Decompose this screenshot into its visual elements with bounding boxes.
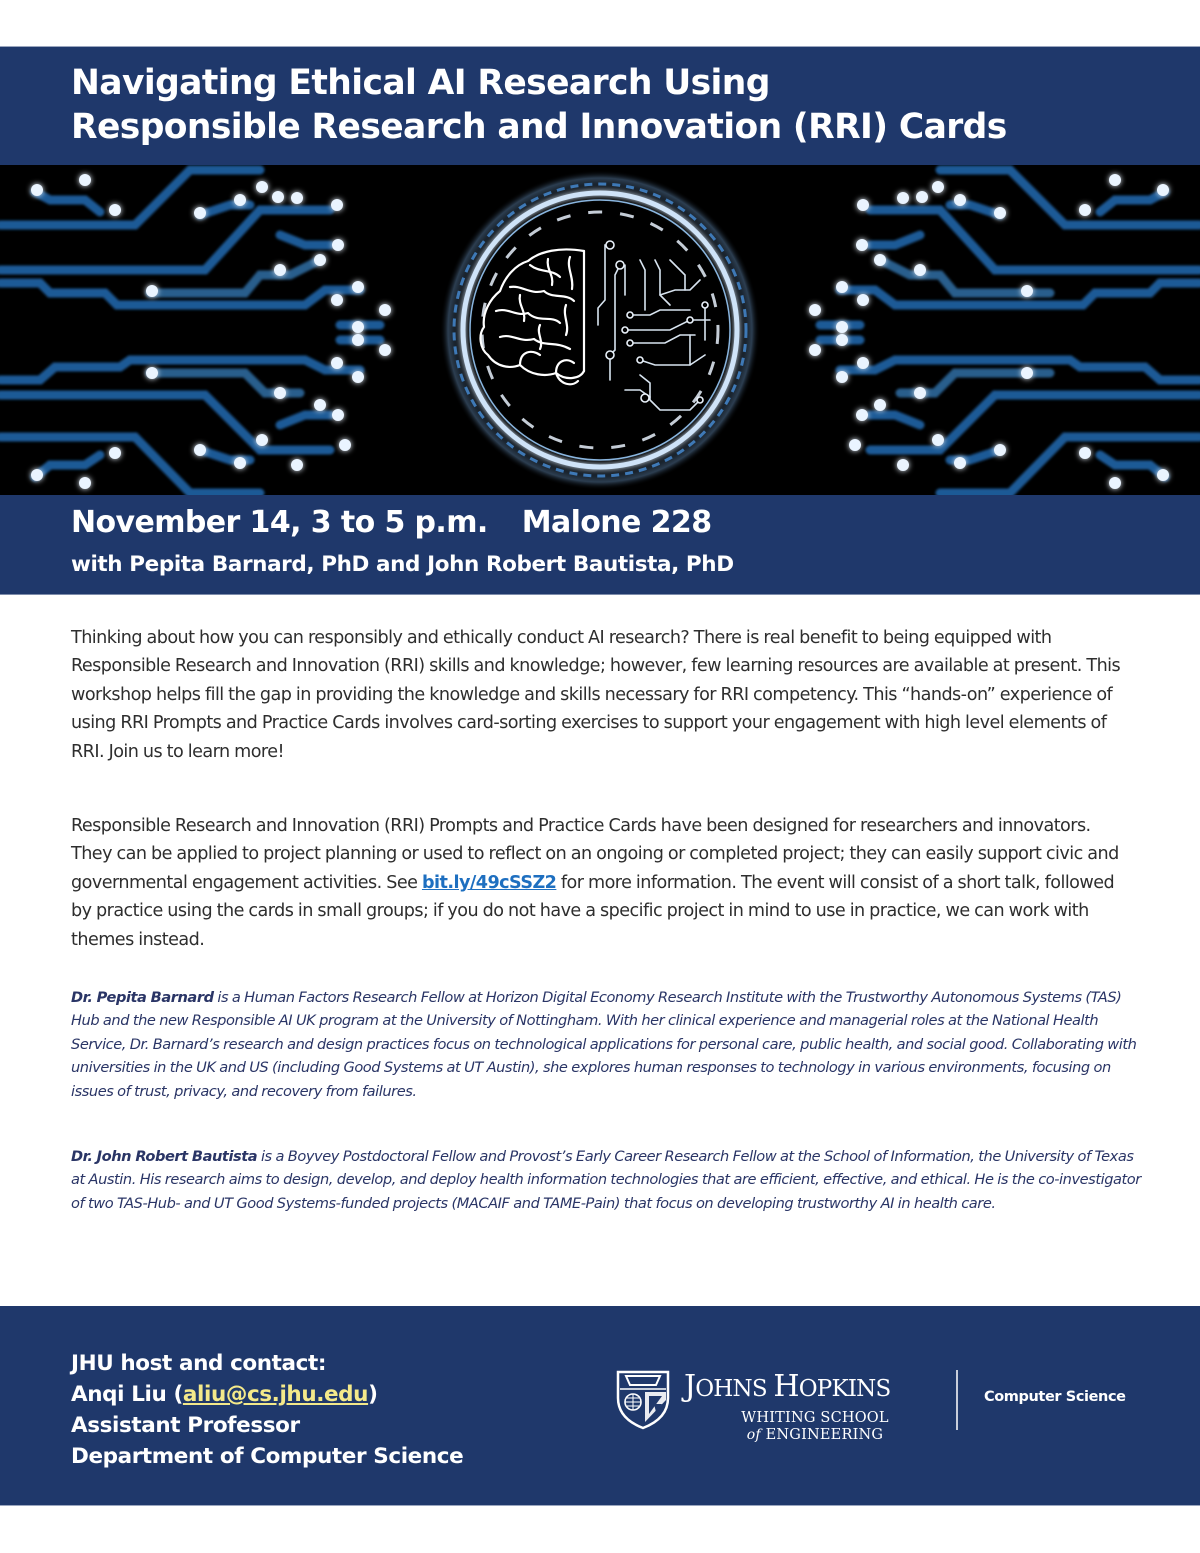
contact-department: Department of Computer Science [71, 1444, 464, 1469]
more-info-link[interactable]: bit.ly/49cSSZ2 [421, 872, 557, 893]
paragraph-2-text-before: Responsible Research and Innovation (RRI) Prompts and Practice Cards have been designed for researchers and innovators. They can be applied to project planning or used to reflect on an ongoing or completed project; they can easily support civic and governmental engagement activities. See [71, 816, 1119, 893]
page-title [71, 61, 1171, 149]
jhu-logo [614, 1364, 1154, 1454]
event-speakers: with Pepita Barnard, PhD and John Robert Bautista, PhD [71, 552, 734, 577]
title-banner [0, 46, 1200, 166]
jhu-shield-icon [614, 1368, 672, 1430]
university-name: JOHNS HOPKINS [684, 1369, 891, 1404]
speaker-name: Dr. John Robert Bautista [71, 1148, 258, 1165]
description-paragraph-2 [71, 812, 1131, 954]
event-location: Malone 228 [521, 505, 712, 540]
paragraph-2-text-after: for more information. The event will consist of a short talk, followed by practice using the cards in small groups; if you do not have a specific project in mind to use in practice, we can work with themes instead. [71, 872, 1115, 950]
title-line-1: Navigating Ethical AI Research Using [71, 63, 770, 103]
speaker-name: Dr. Pepita Barnard [71, 989, 214, 1006]
contact-name: Anqi Liu ( [71, 1382, 183, 1407]
contact-email-link[interactable]: aliu@cs.jhu.edu [182, 1382, 369, 1407]
contact-heading: JHU host and contact: [71, 1351, 327, 1376]
school-name: WHITING SCHOOL of ENGINEERING [741, 1410, 889, 1443]
description-paragraph-1: Thinking about how you can responsibly and ethically conduct AI research? There is real benefit to being equipped with Responsible Research and Innovation (RRI) skills and knowledge; however, few learning resources are available at present. This workshop helps fill the gap in providing the knowledge and skills necessary for RRI competency. This “hands-on” experience of using RRI Prompts and Practice Cards involves card-sorting exercises to support your engagement with high level elements of RRI. Join us to learn more! [71, 628, 1121, 762]
title-line-2: Responsible Research and Innovation (RRI) Cards [71, 107, 1007, 147]
speaker-bio-barnard [71, 986, 1141, 1103]
speaker-bio-bautista [71, 1145, 1141, 1215]
hero-image [0, 165, 1200, 495]
logo-divider [956, 1370, 958, 1430]
circuit-brain-illustration [0, 165, 1200, 495]
contact-name-line: Anqi Liu (aliu@cs.jhu.edu) [71, 1382, 378, 1407]
event-date-location [71, 503, 711, 543]
event-date-time: November 14, 3 to 5 p.m. [71, 505, 488, 540]
department-name: Computer Science [984, 1389, 1126, 1405]
host-contact [71, 1348, 463, 1472]
contact-title: Assistant Professor [71, 1413, 300, 1438]
event-details-banner [0, 495, 1200, 595]
speaker-bio-text: is a Boyvey Postdoctoral Fellow and Provost’s Early Career Research Fellow at the School of Information, the University of Texas at Austin. His research aims to design, develop, and deploy health information technologies that are efficient, effective, and ethical. He is the co-investigator of two TAS-Hub- and UT Good Systems-funded projects (MACAIF and TAME-Pain) that focus on developing trustworthy AI in health care. [71, 1148, 1141, 1212]
footer-banner [0, 1306, 1200, 1506]
speaker-bio-text: is a Human Factors Research Fellow at Horizon Digital Economy Research Institute with the Trustworthy Autonomous Systems (TAS) Hub and the new Responsible AI UK program at the University of Nottingham. With her clinical experience and managerial roles at the National Health Service, Dr. Barnard’s research and design practices focus on technological applications for personal care, public health, and social good. Collaborating with universities in the UK and US (including Good Systems at UT Austin), she explores human responses to technology in various environments, focusing on issues of trust, privacy, and recovery from failures. [71, 989, 1137, 1100]
